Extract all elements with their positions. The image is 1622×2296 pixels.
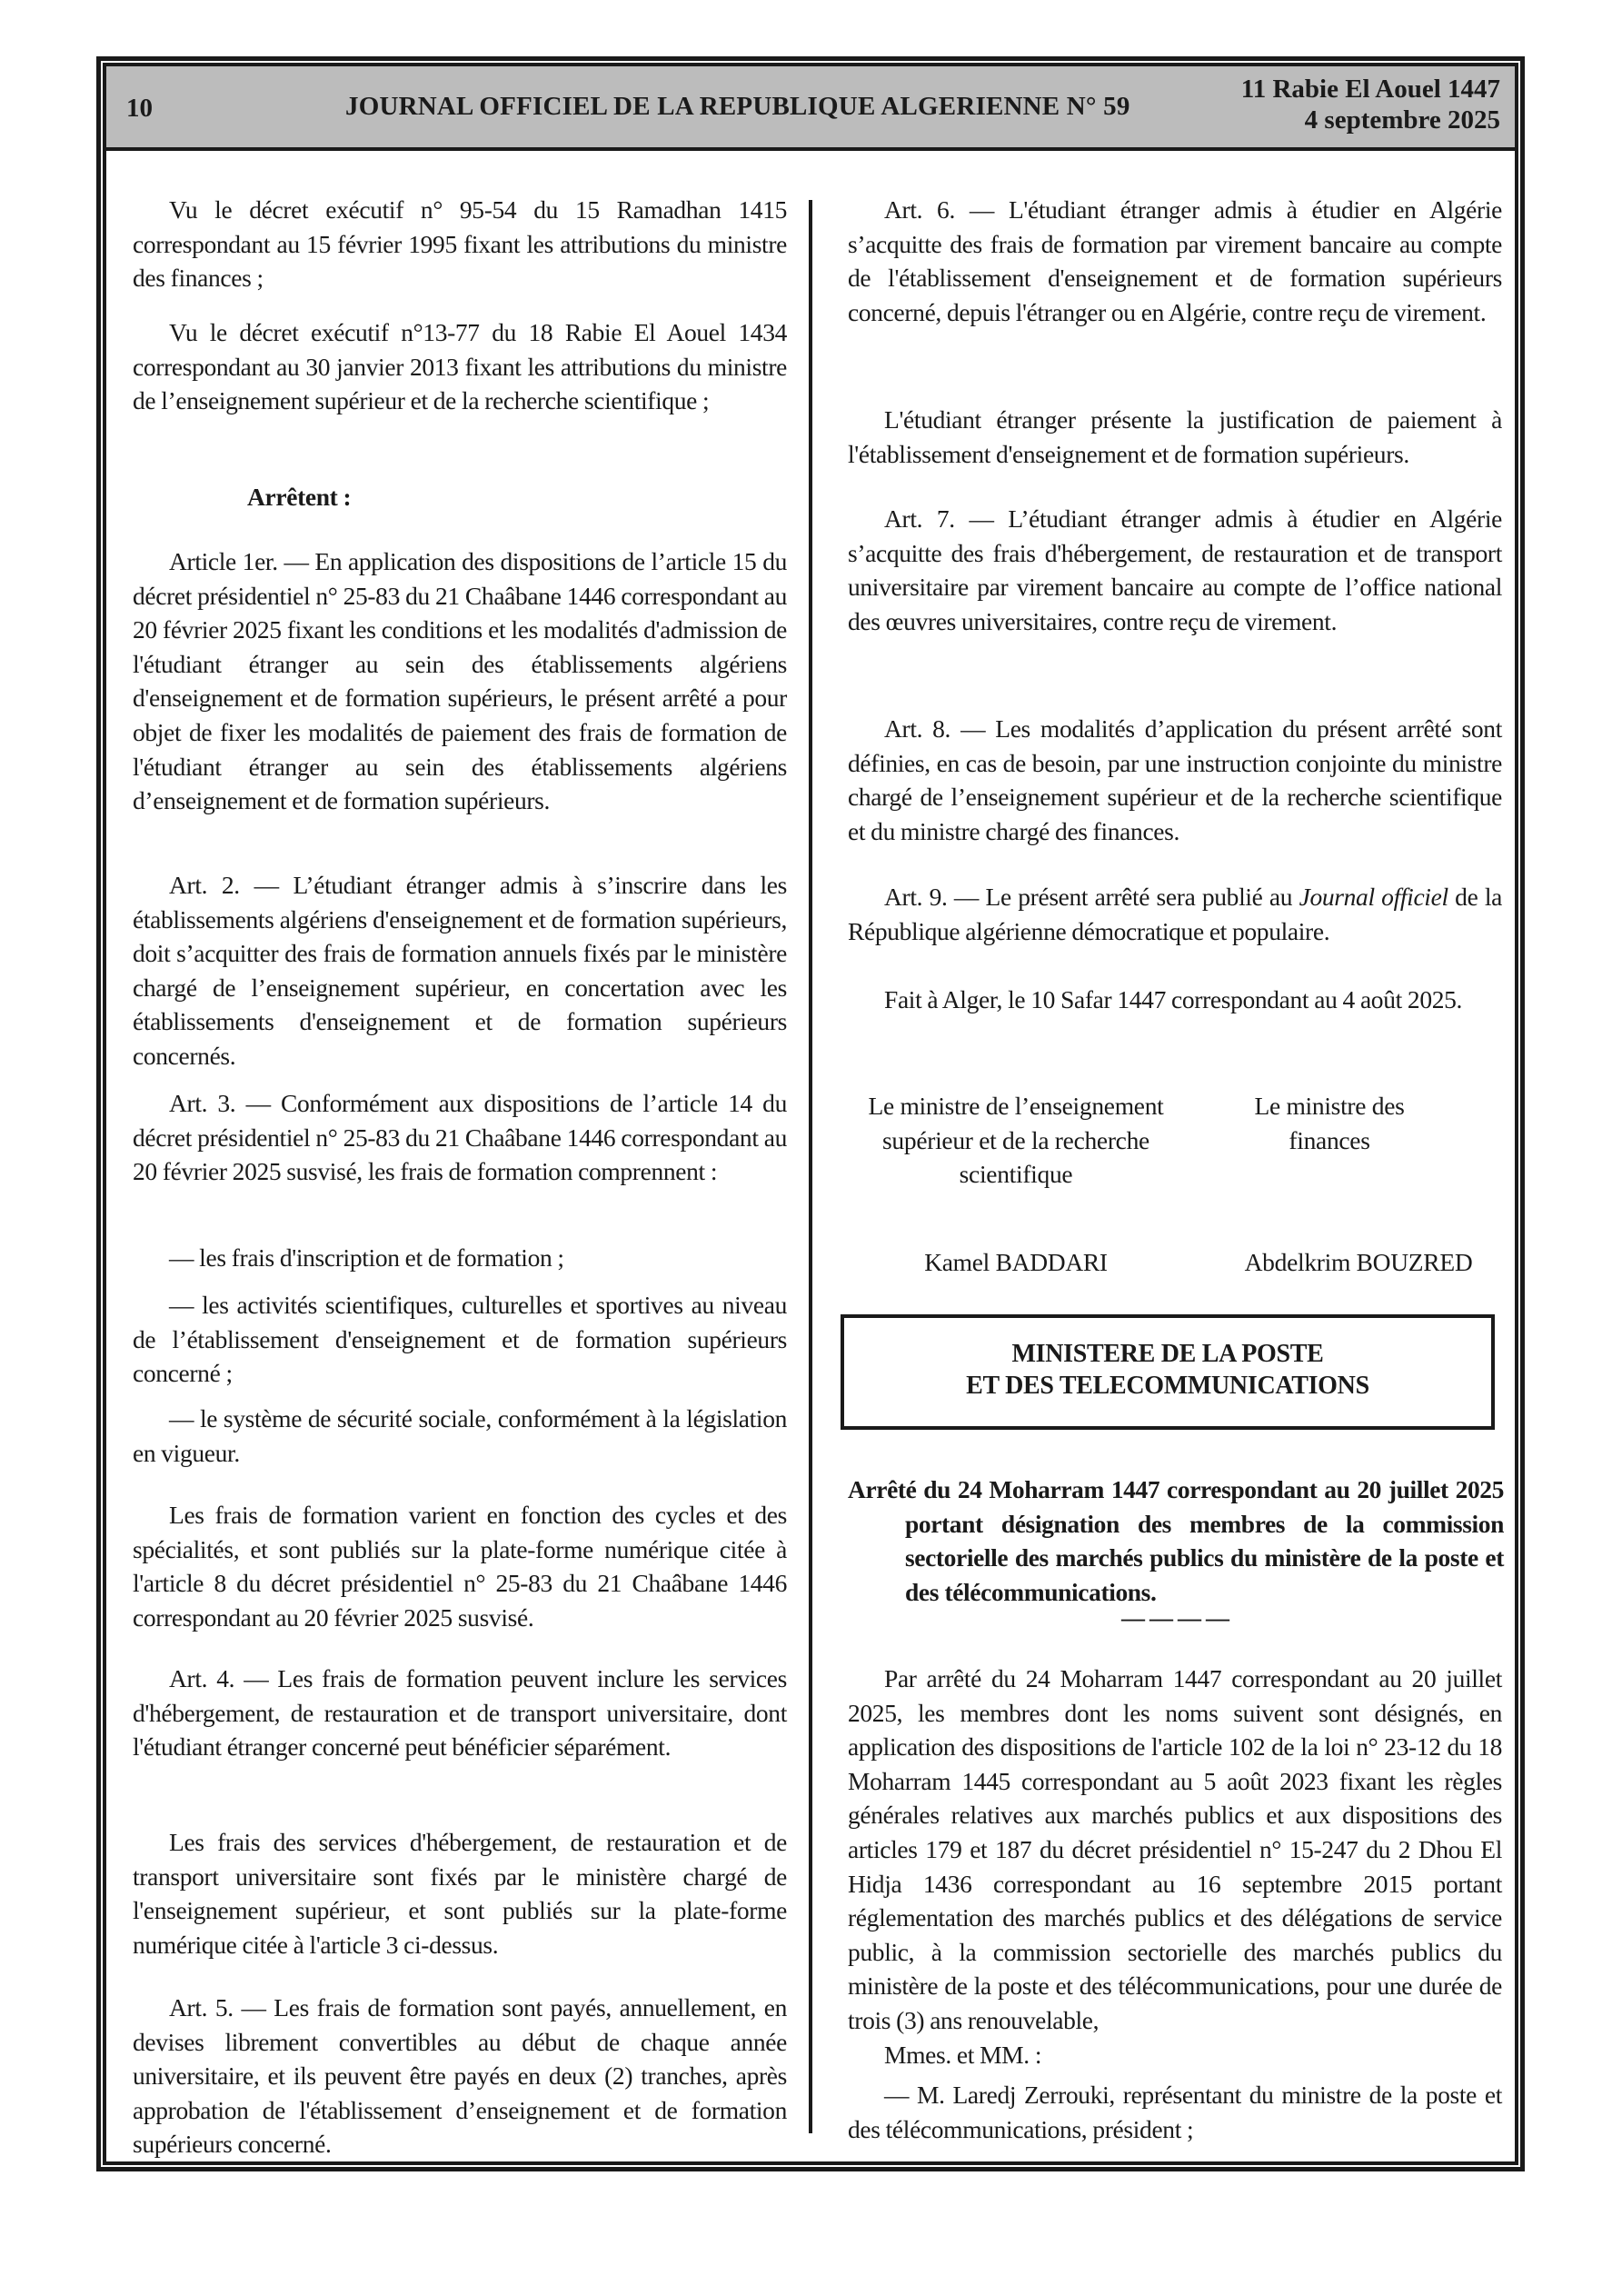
journal-title: JOURNAL OFFICIEL DE LA REPUBLIQUE ALGERIENNE N° 59	[345, 92, 1130, 121]
article-4-note: Les frais des services d'hébergement, de restauration et de transport universitaire sont fixés par le ministère chargé de l'enseignement supérieur, et sont publiés sur la plate-forme numérique citée à l'article 3 ci-dessus.	[133, 1828, 787, 1959]
article-3-item: — les frais d'inscription et de formation ;	[169, 1243, 564, 1272]
page-header	[106, 66, 1515, 151]
article-5: Art. 5. — Les frais de formation sont payés, annuellement, en devises librement convertibles au début de chaque année universitaire, et ils peuvent être payés en deux (2) tranches, après approbation de l'établissement d’enseignement et de formation supérieurs concerné.	[133, 1993, 787, 2159]
page-number: 10	[126, 94, 153, 123]
article-9-text: Art. 9. — Le présent arrêté sera publié au	[884, 883, 1299, 911]
members-intro: Mmes. et MM. :	[884, 2041, 1042, 2069]
member-item: — M. Laredj Zerrouki, représentant du ministre de la poste et des télécommunications, président ;	[848, 2081, 1502, 2143]
signatory-title: Le ministre des finances	[1254, 1092, 1405, 1154]
arrete-title: Arrêté du 24 Moharram 1447 correspondant au 20 juillet 2025 portant désignation des membres de la commission sectorielle des marchés publics du ministère de la poste et des télécommunications.	[848, 1475, 1504, 1606]
separator-dashes: ————	[1121, 1605, 1234, 1632]
article-6-note: L'étudiant étranger présente la justification de paiement à l'établissement d'enseignement et de formation supérieurs.	[848, 405, 1502, 468]
article-7: Art. 7. — L’étudiant étranger admis à étudier en Algérie s’acquitte des frais d'hébergement, de restauration et de transport universitaire par virement bancaire au compte de l’office national des œuvres universitaires, contre reçu de virement.	[848, 504, 1502, 635]
article-3-item: — le système de sécurité sociale, conformément à la législation en vigueur.	[133, 1404, 787, 1467]
signatory-title: Le ministre de l’enseignement supérieur et de la recherche scientifique	[868, 1092, 1164, 1189]
ministry-heading-box	[841, 1314, 1495, 1430]
signatory-name: Abdelkrim BOUZRED	[1244, 1248, 1473, 1276]
ministry-name-line-2: ET DES TELECOMMUNICATIONS	[966, 1372, 1369, 1400]
issue-date	[1241, 74, 1500, 135]
article-2: Art. 2. — L’étudiant étranger admis à s’inscrire dans les établissements algériens d'enseignement et de formation supérieurs, doit s’acquitter des frais de formation annuels fixés par le ministère chargé de l’enseignement supérieur, en concertation avec les établissements d'enseignement et de formation supérieurs concernés.	[133, 871, 787, 1070]
article-3-item: — les activités scientifiques, culturelles et sportives au niveau de l’établissement d'enseignement et de formation supérieurs concerné ;	[133, 1291, 787, 1388]
issue-date-hijri: 11 Rabie El Aouel 1447	[1240, 75, 1500, 104]
fait-a-alger: Fait à Alger, le 10 Safar 1447 correspondant au 4 août 2025.	[884, 985, 1463, 1013]
article-4: Art. 4. — Les frais de formation peuvent inclure les services d'hébergement, de restauration et de transport universitaire, dont l'étudiant étranger concerné peut bénéficier séparément.	[133, 1664, 787, 1762]
visa-paragraph: Vu le décret exécutif n° 95-54 du 15 Ramadhan 1415 correspondant au 15 février 1995 fixant les attributions du ministre des finances ;	[133, 195, 787, 293]
journal-officiel-italic: Journal officiel	[1299, 883, 1448, 911]
issue-date-gregorian: 4 septembre 2025	[1304, 105, 1500, 135]
article-3-note: Les frais de formation varient en fonction des cycles et des spécialités, et sont publiés sur la plate-forme numérique citée à l'article 8 du décret présidentiel n° 25-83 du 21 Chaâbane 1446 correspondant au 20 février 2025 susvisé.	[133, 1501, 787, 1632]
article-3: Art. 3. — Conformément aux dispositions de l’article 14 du décret présidentiel n° 25-83 du 21 Chaâbane 1446 correspondant au 20 février 2025 susvisé, les frais de formation comprennent :	[133, 1089, 787, 1186]
arretent-heading: Arrêtent :	[247, 483, 352, 511]
article-8: Art. 8. — Les modalités d’application du présent arrêté sont définies, en cas de besoin, par une instruction conjointe du ministre chargé de l’enseignement supérieur et de la recherche scientifique et du ministre chargé des finances.	[848, 714, 1502, 845]
article-1: Article 1er. — En application des dispositions de l’article 15 du décret présidentiel n° 25-83 du 21 Chaâbane 1446 correspondant au 20 février 2025 fixant les conditions et les modalités d'admission de l'étudiant étranger au sein des établissements algériens d'enseignement et de formation supérieurs, le présent arrêté a pour objet de fixer les modalités de paiement des frais de formation de l'étudiant étranger au sein des établissements algériens d’enseignement et de formation supérieurs.	[133, 547, 787, 815]
signatory-name: Kamel BADDARI	[924, 1248, 1108, 1276]
visa-paragraph: Vu le décret exécutif n°13-77 du 18 Rabie El Aouel 1434 correspondant au 30 janvier 2013 fixant les attributions du ministre de l’enseignement supérieur et de la recherche scientifique ;	[133, 318, 787, 415]
column-divider	[809, 200, 812, 2133]
article-9	[848, 880, 1502, 948]
article-9-text-end: de la République algérienne démocratique et populaire.	[848, 883, 1503, 945]
arrete-body: Par arrêté du 24 Moharram 1447 correspondant au 20 juillet 2025, les membres dont les noms suivent sont désignés, en application des dispositions de l'article 102 de la loi n° 23-12 du 18 Moharram 1445 correspondant au 5 août 2023 fixant les règles générales relatives aux marchés publics et aux dispositions des articles 179 et 187 du décret présidentiel n° 15-247 du 2 Dhou El Hidja 1436 correspondant au 16 septembre 2015 portant réglementation des marchés publics et des délégations de service public, à la commission sectorielle des marchés publics du ministère de la poste et des télécommunications, pour une durée de trois (3) ans renouvelable,	[848, 1664, 1502, 2034]
article-6: Art. 6. — L'étudiant étranger admis à étudier en Algérie s’acquitte des frais de formation par virement bancaire au compte de l'établissement d'enseignement et de formation supérieurs concerné, depuis l'étranger ou en Algérie, contre reçu de virement.	[848, 195, 1502, 326]
ministry-name-line-1: MINISTERE DE LA POSTE	[1011, 1340, 1324, 1368]
